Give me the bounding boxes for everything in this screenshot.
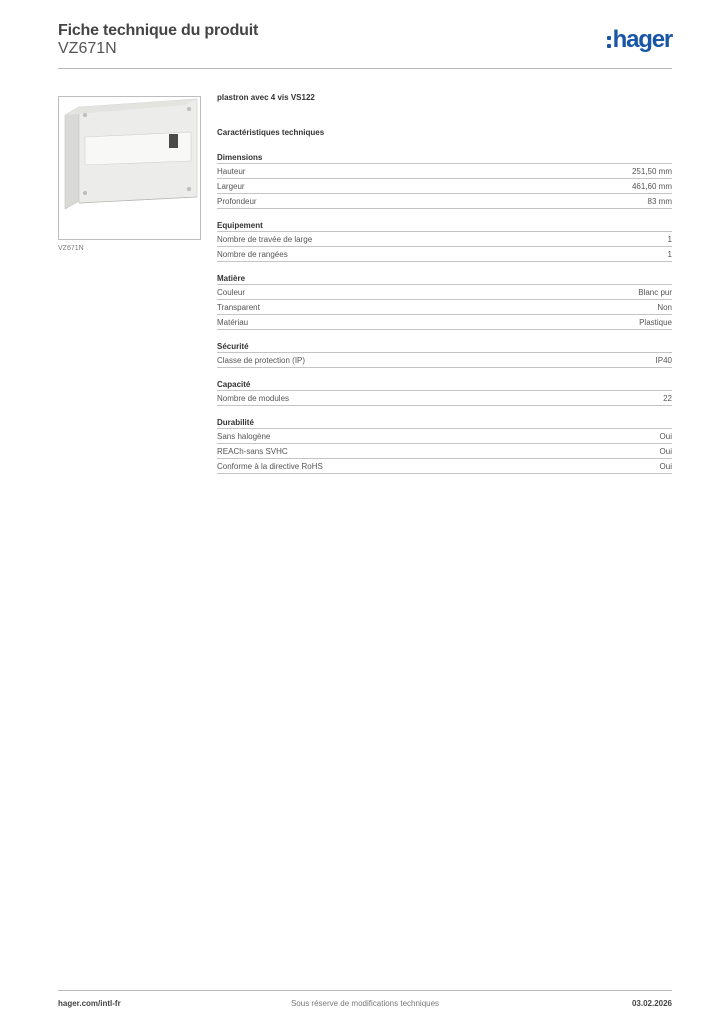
spec-group (217, 379, 672, 406)
spec-label: Transparent (217, 302, 260, 312)
spec-value: 22 (663, 393, 672, 403)
spec-value: Non (657, 302, 672, 312)
spec-row (217, 391, 672, 406)
spec-label: Nombre de modules (217, 393, 290, 403)
spec-row (217, 444, 672, 459)
spec-value: 461,60 mm (631, 181, 672, 191)
spec-value: Blanc pur (638, 287, 672, 297)
header-divider (58, 68, 672, 69)
spec-group-title: Durabilité (217, 417, 672, 429)
spec-group (217, 152, 672, 209)
spec-label: Nombre de rangées (217, 249, 288, 259)
product-description: plastron avec 4 vis VS122 (217, 93, 315, 102)
spec-group (217, 220, 672, 262)
spec-row (217, 247, 672, 262)
spec-groups (217, 152, 672, 474)
spec-label: Sans halogène (217, 431, 271, 441)
spec-row (217, 232, 672, 247)
spec-value: 1 (667, 249, 672, 259)
spec-row (217, 459, 672, 474)
page-header (58, 20, 672, 70)
spec-value: IP40 (655, 355, 672, 365)
spec-row (217, 285, 672, 300)
spec-label: Couleur (217, 287, 246, 297)
spec-group (217, 341, 672, 368)
specifications (217, 93, 672, 474)
spec-group-title: Equipement (217, 220, 672, 232)
spec-group (217, 273, 672, 330)
spec-value: 251,50 mm (631, 166, 672, 176)
spec-group-title: Capacité (217, 379, 672, 391)
product-faceplate-image-icon (59, 97, 200, 239)
spec-value: Oui (659, 431, 672, 441)
footer-notice: Sous réserve de modifications techniques (290, 999, 440, 1008)
spec-group-title: Dimensions (217, 152, 672, 164)
document-title: Fiche technique du produit (58, 22, 259, 39)
footer-date: 03.02.2026 (631, 999, 672, 1008)
spec-group-title: Sécurité (217, 341, 672, 353)
spec-value: Plastique (639, 317, 672, 327)
spec-row (217, 315, 672, 330)
hager-logo (607, 26, 672, 54)
spec-value: 1 (667, 234, 672, 244)
spec-group-title: Matière (217, 273, 672, 285)
spec-row (217, 164, 672, 179)
page-footer (58, 997, 672, 1011)
spec-label: REACh-sans SVHC (217, 446, 288, 456)
logo-text: hager (612, 26, 672, 53)
spec-row (217, 429, 672, 444)
spec-value: Oui (659, 461, 672, 471)
spec-row (217, 194, 672, 209)
spec-label: Matériau (217, 317, 249, 327)
spec-label: Profondeur (217, 196, 257, 206)
spec-label: Hauteur (217, 166, 246, 176)
section-heading: Caractéristiques techniques (217, 128, 325, 137)
spec-row (217, 300, 672, 315)
spec-label: Classe de protection (IP) (217, 355, 306, 365)
logo-dots-icon (607, 36, 611, 48)
spec-value: 83 mm (647, 196, 672, 206)
image-caption: VZ671N (58, 245, 84, 252)
footer-divider (58, 990, 672, 991)
footer-website: hager.com/intl-fr (58, 999, 121, 1008)
spec-row (217, 353, 672, 368)
spec-label: Nombre de travée de large (217, 234, 313, 244)
spec-group (217, 417, 672, 474)
spec-row (217, 179, 672, 194)
product-reference: VZ671N (58, 40, 117, 57)
spec-value: Oui (659, 446, 672, 456)
product-image (58, 96, 201, 240)
spec-label: Largeur (217, 181, 245, 191)
spec-label: Conforme à la directive RoHS (217, 461, 323, 471)
